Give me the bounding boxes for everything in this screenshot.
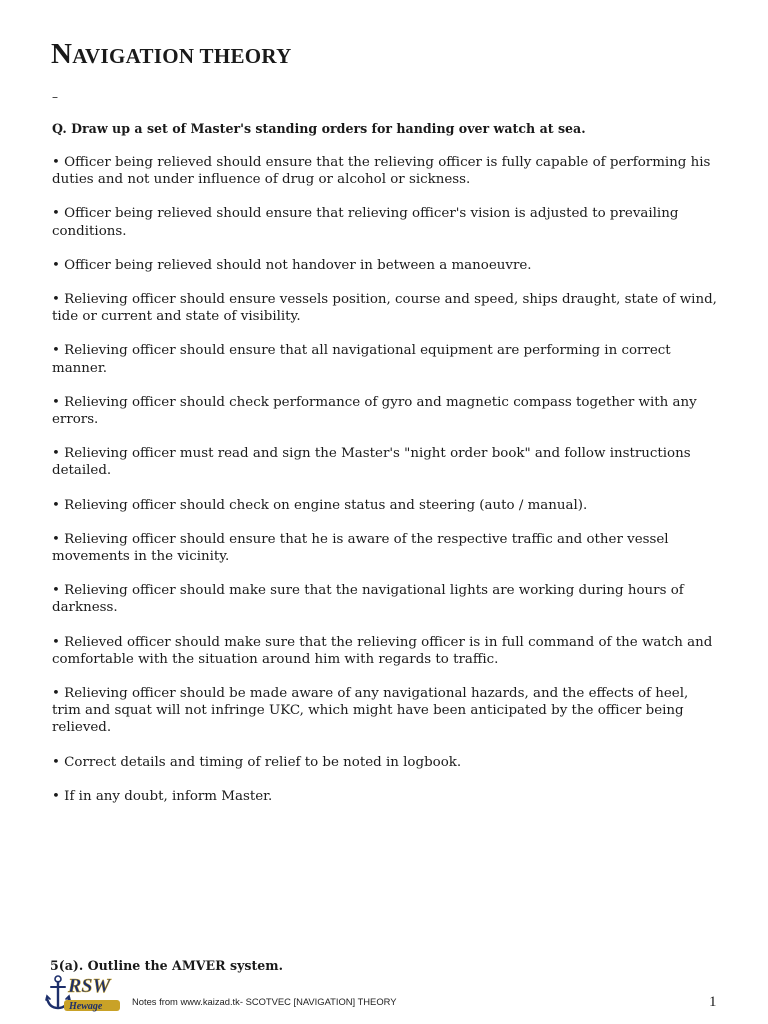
list-item: • Officer being relieved should ensure that the relieving officer is fully capable of performing his duties and not under influence of drug or alcohol or sickness. <box>52 155 711 188</box>
logo-text-top: RSW <box>68 975 111 997</box>
standing-orders-list <box>52 154 717 822</box>
separator-dash: – <box>52 90 58 104</box>
list-item: • Relieving officer must read and sign the Master's "night order book" and follow instructions detailed. <box>52 446 691 479</box>
list-item: • Officer being relieved should not handover in between a manoeuvre. <box>52 257 532 273</box>
list-item: • Relieving officer should be made aware of any navigational hazards, and the effects of heel, trim and squat will not infringe UKC, which might have been anticipated by the officer being relieved. <box>52 686 689 736</box>
list-item: • Relieving officer should ensure that he is aware of the respective traffic and other vessel movements in the vicinity. <box>52 531 669 565</box>
list-item: • Relieved officer should make sure that the relieving officer is in full command of the watch and comfortable with the situation around him with regards to traffic. <box>52 634 713 667</box>
logo-text-bottom: Hewage <box>69 1001 103 1012</box>
footer-text: Notes from www.kaizad.tk- SCOTVEC [NAVIGATION] THEORY <box>132 996 397 1007</box>
next-section-heading: 5(a). Outline the AMVER system. <box>50 958 284 973</box>
question-heading: Q. Draw up a set of Master's standing orders for handing over watch at sea. <box>52 121 586 136</box>
list-item: • Relieving officer should check performance of gyro and magnetic compass together with any errors. <box>52 394 697 428</box>
list-item: • Relieving officer should ensure vessels position, course and speed, ships draught, state of wind, tide or current and state of visibility. <box>52 292 717 325</box>
rsw-logo <box>44 972 124 1012</box>
page-title-initial: N <box>51 38 73 70</box>
page-number: 1 <box>709 994 717 1010</box>
page-title <box>51 38 292 71</box>
page-title-rest: AVIGATION THEORY <box>72 44 292 68</box>
list-item: • Correct details and timing of relief to be noted in logbook. <box>52 754 462 770</box>
list-item: • Officer being relieved should ensure that relieving officer's vision is adjusted to prevailing conditions. <box>52 206 679 239</box>
list-item: • Relieving officer should make sure that the navigational lights are working during hours of darkness. <box>52 583 684 616</box>
list-item: • If in any doubt, inform Master. <box>52 788 273 804</box>
list-item: • Relieving officer should ensure that all navigational equipment are performing in correct manner. <box>52 343 671 376</box>
list-item: • Relieving officer should check on engine status and steering (auto / manual). <box>52 497 588 513</box>
